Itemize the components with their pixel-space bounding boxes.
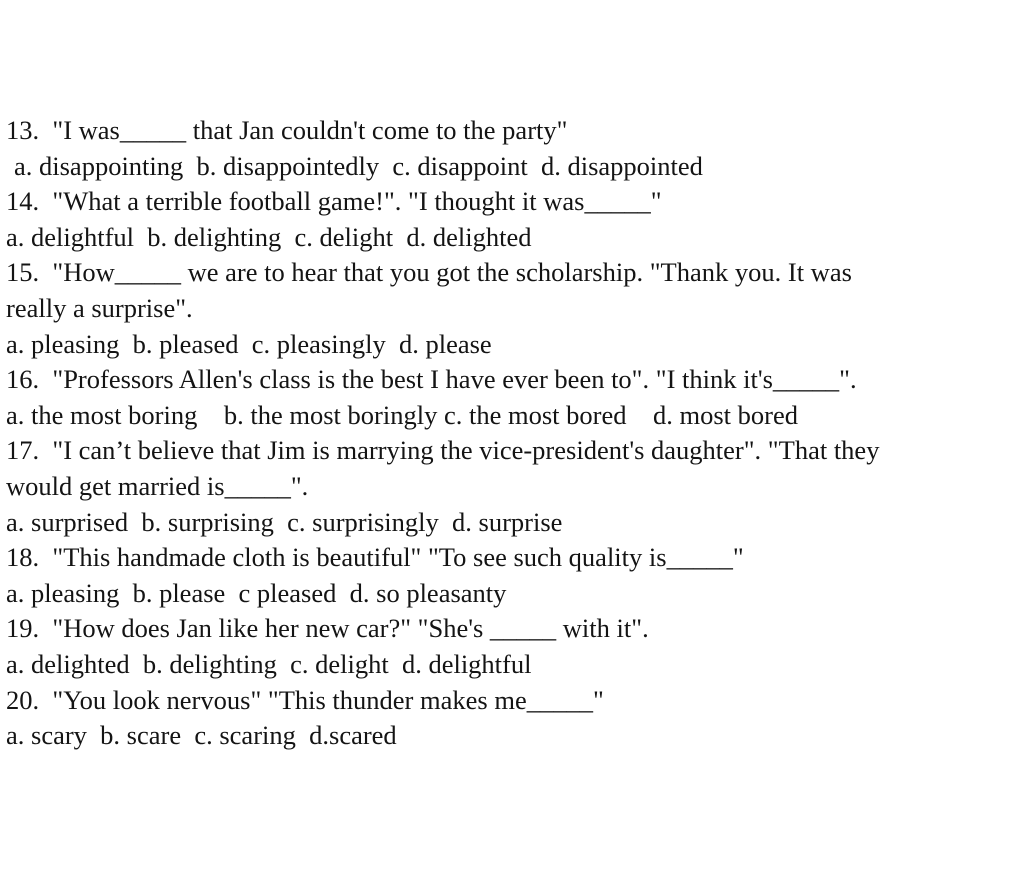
question-17-line-1: 17. "I can’t believe that Jim is marrying the vice-president's daughter". "That they [6,435,880,466]
options-15: a. pleasing b. pleased c. pleasingly d. please [6,328,492,359]
options-20: a. scary b. scare c. scaring d.scared [6,720,397,751]
question-15-line-2: really a surprise". [6,292,193,323]
question-18: 18. "This handmade cloth is beautiful" "To see such quality is_____" [6,542,744,573]
question-14: 14. "What a terrible football game!". "I thought it was_____" [6,186,662,217]
question-16: 16. "Professors Allen's class is the best I have ever been to". "I think it's_____". [6,364,857,395]
options-19: a. delighted b. delighting c. delight d. delightful [6,648,532,679]
question-19: 19. "How does Jan like her new car?" "She's _____ with it". [6,613,649,644]
question-15-line-1: 15. "How_____ we are to hear that you got the scholarship. "Thank you. It was [6,257,852,288]
question-20: 20. "You look nervous" "This thunder makes me_____" [6,684,604,715]
options-14: a. delightful b. delighting c. delight d. delighted [6,221,532,252]
options-17: a. surprised b. surprising c. surprisingly d. surprise [6,506,563,537]
options-16: a. the most boring b. the most boringly c. the most bored d. most bored [6,399,798,430]
options-13: a. disappointing b. disappointedly c. disappoint d. disappointed [14,150,703,181]
question-13: 13. "I was_____ that Jan couldn't come to the party" [6,115,568,145]
question-17-line-2: would get married is_____". [6,470,309,501]
options-18: a. pleasing b. please c pleased d. so pleasanty [6,577,507,608]
worksheet [6,113,1016,754]
